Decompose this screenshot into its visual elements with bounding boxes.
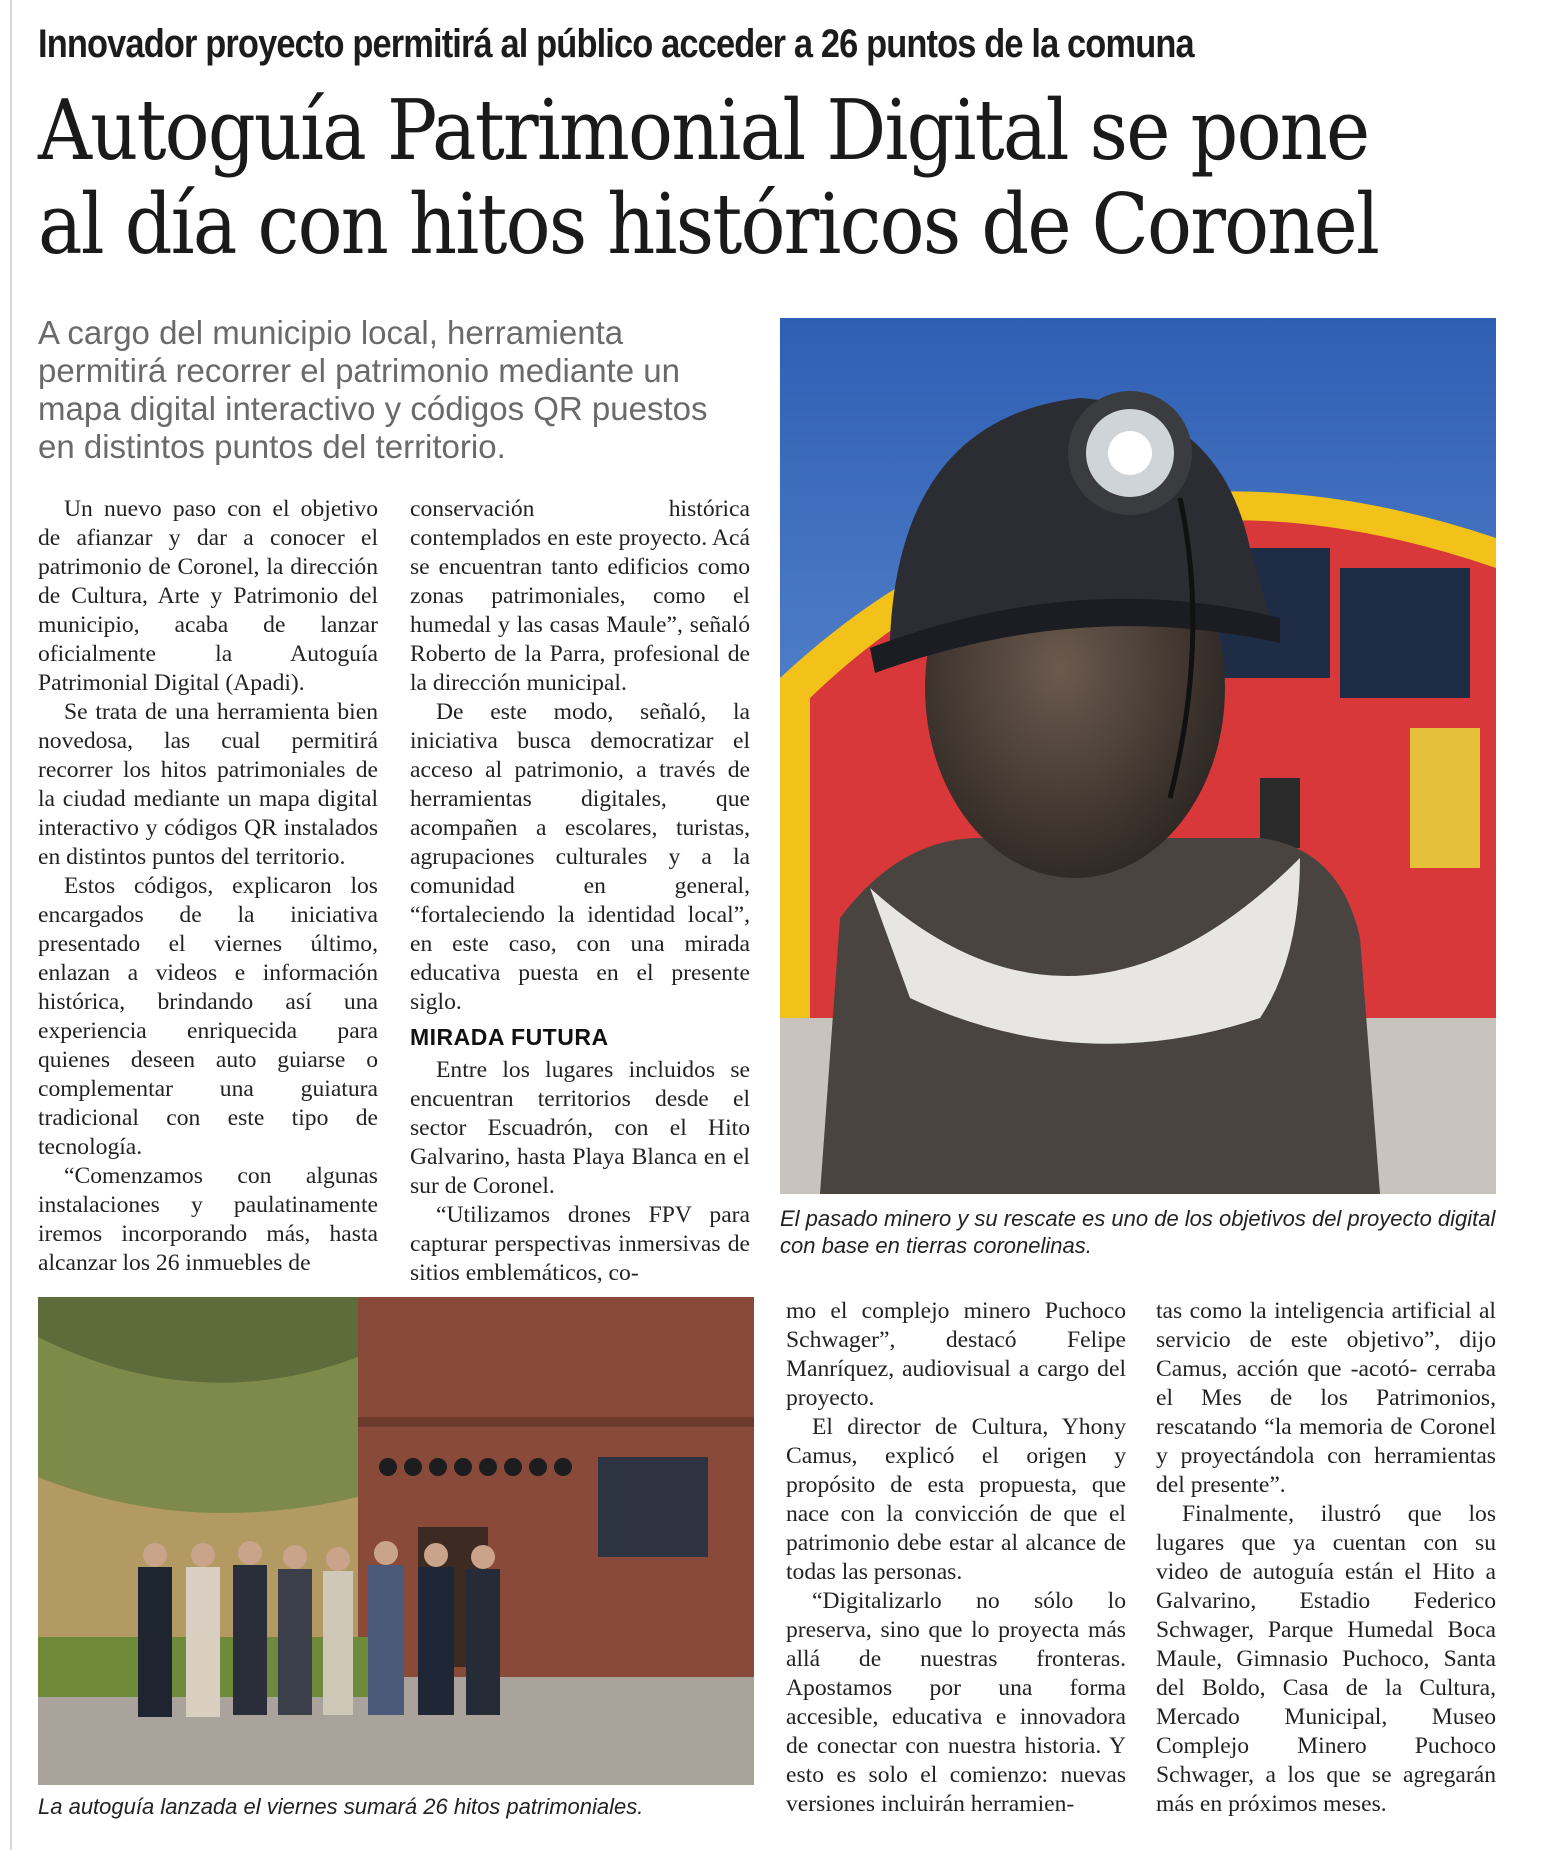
miner-photo [780, 318, 1496, 1194]
kicker: Innovador proyecto permitirá al público acceder a 26 puntos de la comuna [38, 22, 1194, 66]
paragraph: Se trata de una herramienta bien novedosa, las cual permitirá recorrer los hitos patrimoniales de la ciudad mediante un mapa digital interactivo y códigos QR instalados en distintos puntos del territorio. [38, 699, 378, 870]
paragraph: tas como la inteligencia artificial al servicio de este objetivo”, dijo Camus, acción que -acotó- cerraba el Mes de los Patrimonios, rescatando “la memoria de Coronel y proyectándola con herramientas del presente”. [1156, 1298, 1496, 1498]
paragraph: “Digitalizarlo no sólo lo preserva, sino que lo proyecta más allá de nuestras fronteras. Apostamos por una forma accesible, educativa e innovadora de conectar con nuestra historia. Y esto es solo el comienzo: nuevas versiones incluirán herramien- [786, 1588, 1126, 1817]
miner-photo-illustration [780, 318, 1496, 1194]
paragraph: Un nuevo paso con el objetivo de afianzar y dar a conocer el patrimonio de Coronel, la dirección de Cultura, Arte y Patrimonio del municipio, acaba de lanzar oficialmente la Autoguía Patrimonial Digital (Apadi). [38, 496, 378, 696]
paragraph: Estos códigos, explicaron los encargados de la iniciativa presentado el viernes último, enlazan a videos e información histórica, brindando así una experiencia enriquecida para quienes deseen auto guiarse o complementar una guiatura tradicional con este tipo de tecnología. [38, 873, 378, 1160]
paragraph: mo el complejo minero Puchoco Schwager”, destacó Felipe Manríquez, audiovisual a cargo del proyecto. [786, 1298, 1126, 1411]
paragraph: “Comenzamos con algunas instalaciones y paulatinamente iremos incorporando más, hasta alcanzar los 26 inmuebles de [38, 1163, 378, 1276]
paragraph: conservación histórica contemplados en este proyecto. Acá se encuentran tanto edificios como zonas patrimoniales, como el humedal y las casas Maule”, señaló Roberto de la Parra, profesional de la dirección municipal. [410, 496, 750, 696]
body-column-4 [1156, 1297, 1496, 1819]
paragraph: De este modo, señaló, la iniciativa busca democratizar el acceso al patrimonio, a través de herramientas digitales, que acompañen a escolares, turistas, agrupaciones culturales y a la comunidad en general, “fortaleciendo la identidad local”, en este caso, con una mirada educativa puesta en el presente siglo. [410, 699, 750, 1015]
paragraph: Finalmente, ilustró que los lugares que ya cuentan con su video de autoguía están el Hito a Galvarino, Estadio Federico Schwager, Parque Humedal Boca Maule, Gimnasio Puchoco, Santa del Boldo, Casa de la Cultura, Mercado Municipal, Museo Complejo Minero Puchoco Schwager, a los que se agregarán más en próximos meses. [1156, 1501, 1496, 1817]
body-column-2 [410, 495, 750, 1288]
headline-line-2: al día con hitos históricos de Coronel [38, 176, 1379, 273]
group-photo-caption: La autoguía lanzada el viernes sumará 26 hitos patrimoniales. [38, 1794, 644, 1819]
paragraph: Entre los lugares incluidos se encuentran territorios desde el sector Escuadrón, con el Hito Galvarino, hasta Playa Blanca en el sur de Coronel. [410, 1057, 750, 1199]
deck-summary: A cargo del municipio local, herramienta permitirá recorrer el patrimonio mediante un mapa digital interactivo y códigos QR puestos en distintos puntos del territorio. [38, 314, 708, 465]
subhead: MIRADA FUTURA [410, 1024, 609, 1050]
body-column-1 [38, 495, 378, 1278]
paragraph: “Utilizamos drones FPV para capturar perspectivas inmersivas de sitios emblemáticos, co- [410, 1202, 750, 1286]
body-column-3 [786, 1297, 1126, 1819]
headline [38, 84, 1388, 272]
page-edge-rule [10, 0, 12, 1850]
headline-line-1: Autoguía Patrimonial Digital se pone [38, 82, 1369, 179]
miner-photo-caption: El pasado minero y su rescate es uno de los objetivos del proyecto digital con base en tierras coronelinas. [780, 1206, 1496, 1258]
group-photo [38, 1297, 754, 1785]
paragraph: El director de Cultura, Yhony Camus, explicó el origen y propósito de esta propuesta, que nace con la convicción de que el patrimonio debe estar al alcance de todas las personas. [786, 1414, 1126, 1585]
group-photo-illustration [38, 1297, 754, 1785]
